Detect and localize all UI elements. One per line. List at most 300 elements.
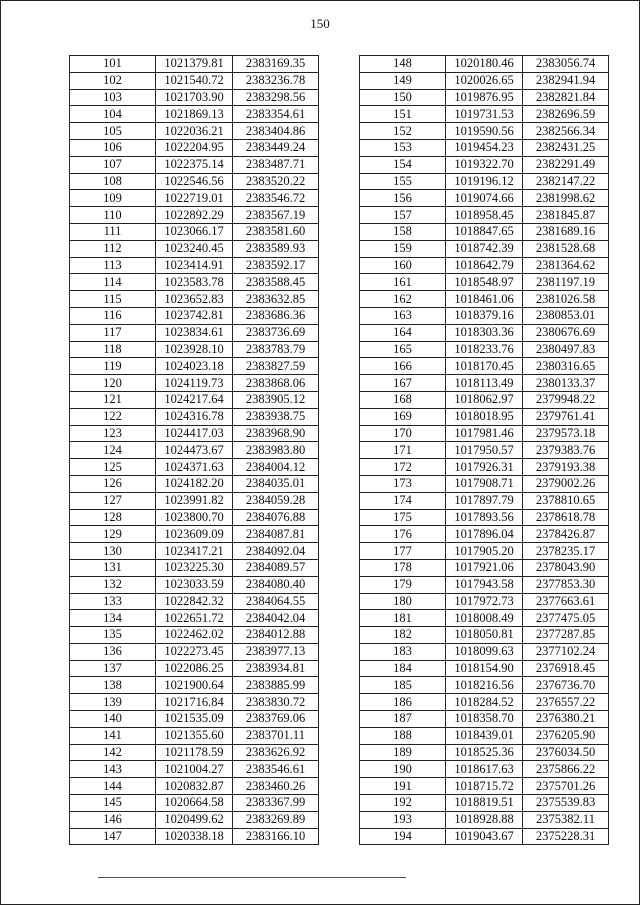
y-coordinate-cell: 2383769.06 — [233, 711, 319, 728]
point-number-cell: 168 — [360, 391, 446, 408]
x-coordinate-cell: 1017896.04 — [446, 526, 523, 543]
x-coordinate-cell: 1018819.51 — [446, 795, 523, 812]
y-coordinate-cell: 2383632.85 — [233, 291, 319, 308]
point-number-cell: 111 — [70, 223, 156, 240]
x-coordinate-cell: 1022719.01 — [156, 190, 233, 207]
x-coordinate-cell: 1022273.45 — [156, 643, 233, 660]
table-row — [360, 828, 609, 845]
y-coordinate-cell: 2383546.61 — [233, 761, 319, 778]
x-coordinate-cell: 1021900.64 — [156, 677, 233, 694]
table-row — [70, 408, 319, 425]
x-coordinate-cell: 1019454.23 — [446, 139, 523, 156]
y-coordinate-cell: 2383269.89 — [233, 811, 319, 828]
x-coordinate-cell: 1021178.59 — [156, 744, 233, 761]
x-coordinate-cell: 1024316.78 — [156, 408, 233, 425]
x-coordinate-cell: 1023742.81 — [156, 307, 233, 324]
x-coordinate-cell: 1019590.56 — [446, 123, 523, 140]
point-number-cell: 188 — [360, 727, 446, 744]
point-number-cell: 125 — [70, 459, 156, 476]
y-coordinate-cell: 2375228.31 — [523, 828, 609, 845]
point-number-cell: 112 — [70, 240, 156, 257]
point-number-cell: 170 — [360, 425, 446, 442]
table-row — [360, 593, 609, 610]
x-coordinate-cell: 1018461.06 — [446, 291, 523, 308]
y-coordinate-cell: 2383783.79 — [233, 341, 319, 358]
x-coordinate-cell: 1020664.58 — [156, 795, 233, 812]
point-number-cell: 191 — [360, 778, 446, 795]
point-number-cell: 113 — [70, 257, 156, 274]
y-coordinate-cell: 2376034.50 — [523, 744, 609, 761]
y-coordinate-cell: 2378810.65 — [523, 492, 609, 509]
x-coordinate-cell: 1022651.72 — [156, 610, 233, 627]
table-row — [360, 139, 609, 156]
point-number-cell: 187 — [360, 711, 446, 728]
y-coordinate-cell: 2382431.25 — [523, 139, 609, 156]
point-number-cell: 157 — [360, 207, 446, 224]
x-coordinate-cell: 1022086.25 — [156, 660, 233, 677]
point-number-cell: 162 — [360, 291, 446, 308]
point-number-cell: 190 — [360, 761, 446, 778]
y-coordinate-cell: 2383868.06 — [233, 375, 319, 392]
table-row — [360, 711, 609, 728]
point-number-cell: 173 — [360, 475, 446, 492]
table-row — [360, 156, 609, 173]
coordinates-table-left — [69, 55, 319, 845]
y-coordinate-cell: 2375866.22 — [523, 761, 609, 778]
x-coordinate-cell: 1023609.09 — [156, 526, 233, 543]
x-coordinate-cell: 1017981.46 — [446, 425, 523, 442]
y-coordinate-cell: 2379761.41 — [523, 408, 609, 425]
point-number-cell: 135 — [70, 627, 156, 644]
y-coordinate-cell: 2383934.81 — [233, 660, 319, 677]
x-coordinate-cell: 1020499.62 — [156, 811, 233, 828]
table-row — [360, 307, 609, 324]
point-number-cell: 126 — [70, 475, 156, 492]
point-number-cell: 182 — [360, 627, 446, 644]
x-coordinate-cell: 1019074.66 — [446, 190, 523, 207]
x-coordinate-cell: 1022462.02 — [156, 627, 233, 644]
y-coordinate-cell: 2380676.69 — [523, 324, 609, 341]
y-coordinate-cell: 2384092.04 — [233, 543, 319, 560]
y-coordinate-cell: 2381845.87 — [523, 207, 609, 224]
y-coordinate-cell: 2383487.71 — [233, 156, 319, 173]
y-coordinate-cell: 2383367.99 — [233, 795, 319, 812]
point-number-cell: 137 — [70, 660, 156, 677]
y-coordinate-cell: 2383589.93 — [233, 240, 319, 257]
y-coordinate-cell: 2379948.22 — [523, 391, 609, 408]
table-row — [70, 274, 319, 291]
x-coordinate-cell: 1024371.63 — [156, 459, 233, 476]
x-coordinate-cell: 1018379.16 — [446, 307, 523, 324]
x-coordinate-cell: 1018439.01 — [446, 727, 523, 744]
x-coordinate-cell: 1017926.31 — [446, 459, 523, 476]
y-coordinate-cell: 2383938.75 — [233, 408, 319, 425]
point-number-cell: 116 — [70, 307, 156, 324]
y-coordinate-cell: 2380853.01 — [523, 307, 609, 324]
table-row — [70, 72, 319, 89]
x-coordinate-cell: 1023414.91 — [156, 257, 233, 274]
x-coordinate-cell: 1017905.20 — [446, 543, 523, 560]
y-coordinate-cell: 2379193.38 — [523, 459, 609, 476]
y-coordinate-cell: 2383354.61 — [233, 106, 319, 123]
y-coordinate-cell: 2378235.17 — [523, 543, 609, 560]
point-number-cell: 181 — [360, 610, 446, 627]
point-number-cell: 105 — [70, 123, 156, 140]
point-number-cell: 167 — [360, 375, 446, 392]
table-row — [70, 559, 319, 576]
x-coordinate-cell: 1018008.49 — [446, 610, 523, 627]
point-number-cell: 115 — [70, 291, 156, 308]
table-row — [70, 627, 319, 644]
x-coordinate-cell: 1018525.36 — [446, 744, 523, 761]
y-coordinate-cell: 2383567.19 — [233, 207, 319, 224]
point-number-cell: 192 — [360, 795, 446, 812]
table-row — [70, 341, 319, 358]
y-coordinate-cell: 2380133.37 — [523, 375, 609, 392]
y-coordinate-cell: 2383236.78 — [233, 72, 319, 89]
y-coordinate-cell: 2383581.60 — [233, 223, 319, 240]
table-row — [70, 576, 319, 593]
point-number-cell: 139 — [70, 694, 156, 711]
x-coordinate-cell: 1018847.65 — [446, 223, 523, 240]
x-coordinate-cell: 1024023.18 — [156, 358, 233, 375]
y-coordinate-cell: 2383166.10 — [233, 828, 319, 845]
point-number-cell: 136 — [70, 643, 156, 660]
table-row — [360, 576, 609, 593]
y-coordinate-cell: 2375701.26 — [523, 778, 609, 795]
point-number-cell: 121 — [70, 391, 156, 408]
x-coordinate-cell: 1019731.53 — [446, 106, 523, 123]
table-row — [360, 207, 609, 224]
point-number-cell: 177 — [360, 543, 446, 560]
table-row — [70, 694, 319, 711]
y-coordinate-cell: 2376380.21 — [523, 711, 609, 728]
x-coordinate-cell: 1019876.95 — [446, 89, 523, 106]
point-number-cell: 104 — [70, 106, 156, 123]
y-coordinate-cell: 2383449.24 — [233, 139, 319, 156]
point-number-cell: 130 — [70, 543, 156, 560]
table-row — [70, 509, 319, 526]
y-coordinate-cell: 2382291.49 — [523, 156, 609, 173]
table-row — [70, 391, 319, 408]
y-coordinate-cell: 2378618.78 — [523, 509, 609, 526]
x-coordinate-cell: 1018642.79 — [446, 257, 523, 274]
x-coordinate-cell: 1018715.72 — [446, 778, 523, 795]
table-row — [70, 660, 319, 677]
table-row — [360, 475, 609, 492]
x-coordinate-cell: 1023240.45 — [156, 240, 233, 257]
point-number-cell: 151 — [360, 106, 446, 123]
table-row — [70, 291, 319, 308]
x-coordinate-cell: 1018303.36 — [446, 324, 523, 341]
table-row — [360, 761, 609, 778]
table-row — [70, 744, 319, 761]
point-number-cell: 153 — [360, 139, 446, 156]
table-row — [360, 610, 609, 627]
x-coordinate-cell: 1018018.95 — [446, 408, 523, 425]
point-number-cell: 184 — [360, 660, 446, 677]
y-coordinate-cell: 2381689.16 — [523, 223, 609, 240]
point-number-cell: 120 — [70, 375, 156, 392]
table-row — [70, 459, 319, 476]
point-number-cell: 165 — [360, 341, 446, 358]
table-row — [70, 711, 319, 728]
table-row — [360, 324, 609, 341]
x-coordinate-cell: 1019043.67 — [446, 828, 523, 845]
point-number-cell: 127 — [70, 492, 156, 509]
y-coordinate-cell: 2382566.34 — [523, 123, 609, 140]
point-number-cell: 131 — [70, 559, 156, 576]
y-coordinate-cell: 2383588.45 — [233, 274, 319, 291]
table-row — [70, 223, 319, 240]
table-row — [360, 778, 609, 795]
x-coordinate-cell: 1023652.83 — [156, 291, 233, 308]
x-coordinate-cell: 1018233.76 — [446, 341, 523, 358]
y-coordinate-cell: 2384080.40 — [233, 576, 319, 593]
x-coordinate-cell: 1018742.39 — [446, 240, 523, 257]
x-coordinate-cell: 1023991.82 — [156, 492, 233, 509]
x-coordinate-cell: 1022375.14 — [156, 156, 233, 173]
x-coordinate-cell: 1024473.67 — [156, 442, 233, 459]
table-row — [360, 795, 609, 812]
point-number-cell: 118 — [70, 341, 156, 358]
x-coordinate-cell: 1018170.45 — [446, 358, 523, 375]
y-coordinate-cell: 2381528.68 — [523, 240, 609, 257]
y-coordinate-cell: 2376205.90 — [523, 727, 609, 744]
point-number-cell: 108 — [70, 173, 156, 190]
point-number-cell: 185 — [360, 677, 446, 694]
table-row — [360, 627, 609, 644]
point-number-cell: 159 — [360, 240, 446, 257]
bottom-rule — [98, 877, 406, 878]
table-row — [70, 207, 319, 224]
y-coordinate-cell: 2383736.69 — [233, 324, 319, 341]
point-number-cell: 102 — [70, 72, 156, 89]
y-coordinate-cell: 2380497.83 — [523, 341, 609, 358]
table-row — [70, 778, 319, 795]
point-number-cell: 186 — [360, 694, 446, 711]
y-coordinate-cell: 2380316.65 — [523, 358, 609, 375]
table-row — [70, 543, 319, 560]
point-number-cell: 160 — [360, 257, 446, 274]
y-coordinate-cell: 2383885.99 — [233, 677, 319, 694]
table-row — [70, 593, 319, 610]
x-coordinate-cell: 1018154.90 — [446, 660, 523, 677]
point-number-cell: 132 — [70, 576, 156, 593]
y-coordinate-cell: 2383830.72 — [233, 694, 319, 711]
x-coordinate-cell: 1023583.78 — [156, 274, 233, 291]
table-row — [360, 223, 609, 240]
table-row — [70, 492, 319, 509]
y-coordinate-cell: 2376736.70 — [523, 677, 609, 694]
x-coordinate-cell: 1021703.90 — [156, 89, 233, 106]
x-coordinate-cell: 1022842.32 — [156, 593, 233, 610]
x-coordinate-cell: 1023834.61 — [156, 324, 233, 341]
y-coordinate-cell: 2383546.72 — [233, 190, 319, 207]
table-row — [70, 727, 319, 744]
table-row — [70, 173, 319, 190]
x-coordinate-cell: 1022204.95 — [156, 139, 233, 156]
table-row — [360, 459, 609, 476]
y-coordinate-cell: 2384012.88 — [233, 627, 319, 644]
y-coordinate-cell: 2383056.74 — [523, 56, 609, 73]
x-coordinate-cell: 1017972.73 — [446, 593, 523, 610]
x-coordinate-cell: 1017921.06 — [446, 559, 523, 576]
table-row — [70, 358, 319, 375]
point-number-cell: 117 — [70, 324, 156, 341]
table-row — [360, 291, 609, 308]
y-coordinate-cell: 2379573.18 — [523, 425, 609, 442]
point-number-cell: 163 — [360, 307, 446, 324]
x-coordinate-cell: 1023066.17 — [156, 223, 233, 240]
point-number-cell: 143 — [70, 761, 156, 778]
x-coordinate-cell: 1023800.70 — [156, 509, 233, 526]
point-number-cell: 164 — [360, 324, 446, 341]
point-number-cell: 166 — [360, 358, 446, 375]
point-number-cell: 146 — [70, 811, 156, 828]
y-coordinate-cell: 2383686.36 — [233, 307, 319, 324]
point-number-cell: 106 — [70, 139, 156, 156]
x-coordinate-cell: 1020338.18 — [156, 828, 233, 845]
table-row — [360, 543, 609, 560]
y-coordinate-cell: 2383592.17 — [233, 257, 319, 274]
x-coordinate-cell: 1022892.29 — [156, 207, 233, 224]
y-coordinate-cell: 2383169.35 — [233, 56, 319, 73]
y-coordinate-cell: 2383460.26 — [233, 778, 319, 795]
x-coordinate-cell: 1018617.63 — [446, 761, 523, 778]
x-coordinate-cell: 1020026.65 — [446, 72, 523, 89]
point-number-cell: 138 — [70, 677, 156, 694]
x-coordinate-cell: 1021535.09 — [156, 711, 233, 728]
y-coordinate-cell: 2377853.30 — [523, 576, 609, 593]
x-coordinate-cell: 1018062.97 — [446, 391, 523, 408]
x-coordinate-cell: 1021379.81 — [156, 56, 233, 73]
y-coordinate-cell: 2379383.76 — [523, 442, 609, 459]
table-row — [360, 442, 609, 459]
y-coordinate-cell: 2382696.59 — [523, 106, 609, 123]
x-coordinate-cell: 1017908.71 — [446, 475, 523, 492]
table-row — [360, 425, 609, 442]
x-coordinate-cell: 1021004.27 — [156, 761, 233, 778]
x-coordinate-cell: 1018113.49 — [446, 375, 523, 392]
table-row — [70, 610, 319, 627]
point-number-cell: 101 — [70, 56, 156, 73]
table-row — [360, 559, 609, 576]
y-coordinate-cell: 2383701.11 — [233, 727, 319, 744]
x-coordinate-cell: 1024182.20 — [156, 475, 233, 492]
table-row — [70, 190, 319, 207]
y-coordinate-cell: 2384089.57 — [233, 559, 319, 576]
table-row — [360, 811, 609, 828]
point-number-cell: 180 — [360, 593, 446, 610]
y-coordinate-cell: 2381197.19 — [523, 274, 609, 291]
y-coordinate-cell: 2375539.83 — [523, 795, 609, 812]
table-row — [360, 694, 609, 711]
y-coordinate-cell: 2384004.12 — [233, 459, 319, 476]
table-row — [70, 89, 319, 106]
point-number-cell: 172 — [360, 459, 446, 476]
point-number-cell: 148 — [360, 56, 446, 73]
table-row — [360, 358, 609, 375]
coordinates-table-right — [359, 55, 609, 845]
y-coordinate-cell: 2383520.22 — [233, 173, 319, 190]
point-number-cell: 171 — [360, 442, 446, 459]
table-row — [70, 257, 319, 274]
table-row — [70, 106, 319, 123]
point-number-cell: 147 — [70, 828, 156, 845]
point-number-cell: 142 — [70, 744, 156, 761]
table-row — [70, 425, 319, 442]
table-row — [70, 240, 319, 257]
table-row — [360, 408, 609, 425]
table-row — [360, 72, 609, 89]
y-coordinate-cell: 2378043.90 — [523, 559, 609, 576]
x-coordinate-cell: 1023225.30 — [156, 559, 233, 576]
x-coordinate-cell: 1019196.12 — [446, 173, 523, 190]
table-row — [360, 173, 609, 190]
y-coordinate-cell: 2384064.55 — [233, 593, 319, 610]
table-row — [360, 744, 609, 761]
point-number-cell: 124 — [70, 442, 156, 459]
table-row — [70, 139, 319, 156]
table-row — [360, 89, 609, 106]
point-number-cell: 110 — [70, 207, 156, 224]
x-coordinate-cell: 1017950.57 — [446, 442, 523, 459]
point-number-cell: 175 — [360, 509, 446, 526]
table-row — [70, 324, 319, 341]
y-coordinate-cell: 2382941.94 — [523, 72, 609, 89]
y-coordinate-cell: 2376557.22 — [523, 694, 609, 711]
point-number-cell: 154 — [360, 156, 446, 173]
table-row — [70, 123, 319, 140]
y-coordinate-cell: 2383827.59 — [233, 358, 319, 375]
table-row — [70, 677, 319, 694]
table-row — [70, 811, 319, 828]
x-coordinate-cell: 1017897.79 — [446, 492, 523, 509]
table-row — [70, 795, 319, 812]
table-row — [360, 123, 609, 140]
table-row — [360, 56, 609, 73]
x-coordinate-cell: 1023417.21 — [156, 543, 233, 560]
point-number-cell: 129 — [70, 526, 156, 543]
x-coordinate-cell: 1018216.56 — [446, 677, 523, 694]
point-number-cell: 134 — [70, 610, 156, 627]
x-coordinate-cell: 1021540.72 — [156, 72, 233, 89]
table-row — [360, 190, 609, 207]
point-number-cell: 107 — [70, 156, 156, 173]
point-number-cell: 156 — [360, 190, 446, 207]
point-number-cell: 123 — [70, 425, 156, 442]
point-number-cell: 128 — [70, 509, 156, 526]
point-number-cell: 145 — [70, 795, 156, 812]
y-coordinate-cell: 2379002.26 — [523, 475, 609, 492]
x-coordinate-cell: 1018284.52 — [446, 694, 523, 711]
x-coordinate-cell: 1024417.03 — [156, 425, 233, 442]
table-row — [360, 509, 609, 526]
x-coordinate-cell: 1021869.13 — [156, 106, 233, 123]
x-coordinate-cell: 1022546.56 — [156, 173, 233, 190]
point-number-cell: 178 — [360, 559, 446, 576]
x-coordinate-cell: 1018928.88 — [446, 811, 523, 828]
y-coordinate-cell: 2383977.13 — [233, 643, 319, 660]
y-coordinate-cell: 2383626.92 — [233, 744, 319, 761]
table-row — [70, 828, 319, 845]
y-coordinate-cell: 2378426.87 — [523, 526, 609, 543]
point-number-cell: 109 — [70, 190, 156, 207]
point-number-cell: 144 — [70, 778, 156, 795]
point-number-cell: 176 — [360, 526, 446, 543]
table-row — [360, 677, 609, 694]
